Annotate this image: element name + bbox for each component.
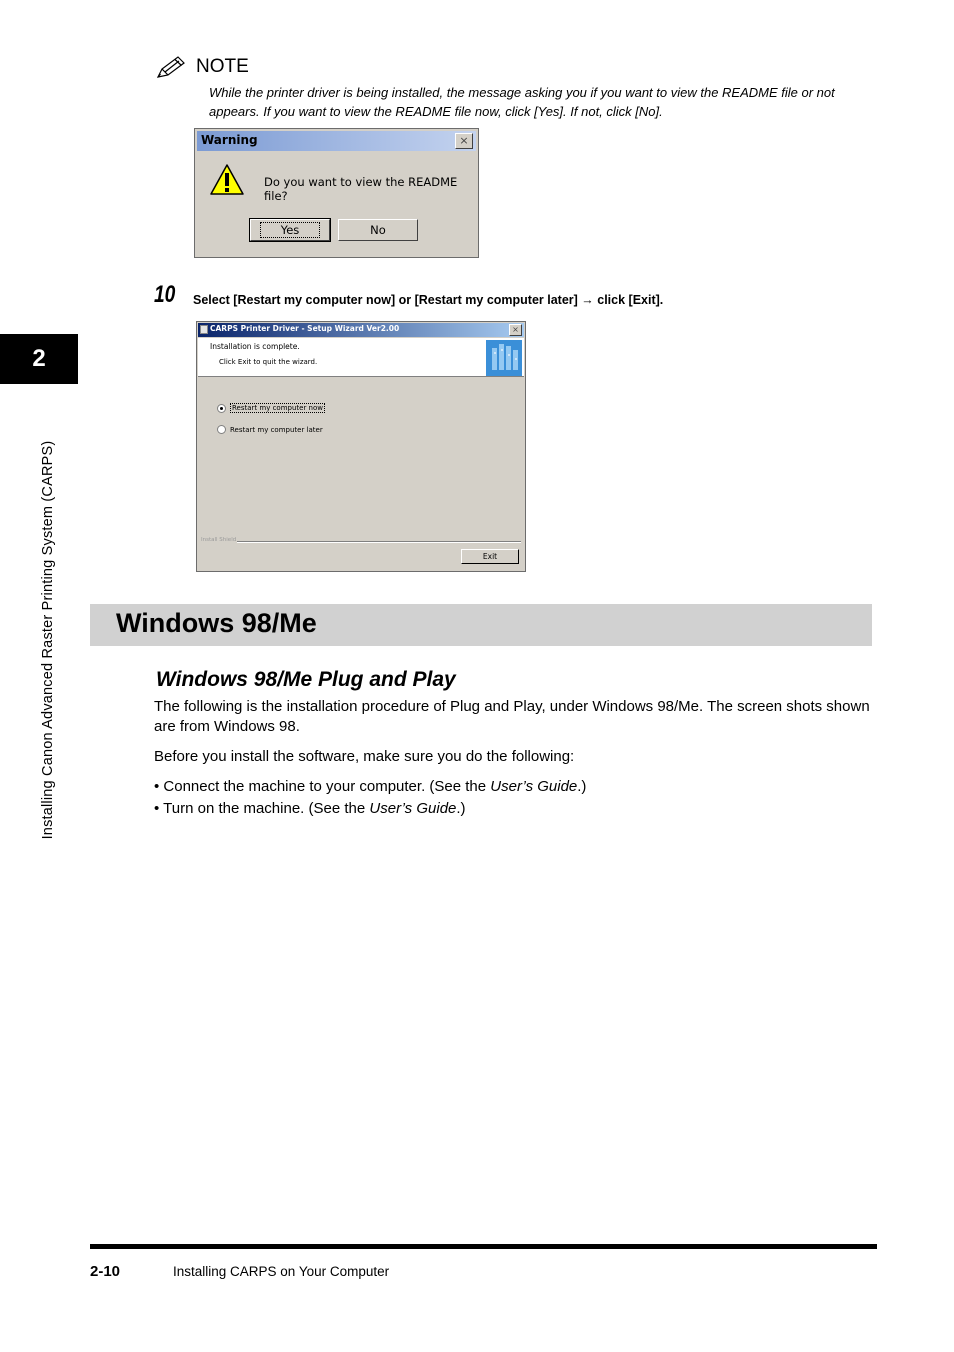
footer-rule <box>90 1244 877 1249</box>
app-icon <box>200 325 208 334</box>
pencil-icon <box>154 55 188 81</box>
section-title: Windows 98/Me <box>116 608 317 638</box>
list-item <box>154 799 874 819</box>
chapter-tab: 2 <box>0 334 78 384</box>
warning-dialog <box>194 128 479 258</box>
warning-title: Warning <box>201 133 258 147</box>
body-paragraph-2: Before you install the software, make sure you do the following: <box>154 748 575 765</box>
restart-now-label: Restart my computer now <box>232 404 323 412</box>
step-instruction: Select [Restart my computer now] or [Restart my computer later] → click [Exit]. <box>193 293 664 307</box>
note-text: While the printer driver is being installed, the message asking you if you want to view the README file or not appears. If you want to view the README file now, click [Yes]. If not, click [No]. <box>209 85 835 119</box>
setup-wizard-dialog <box>196 321 526 572</box>
exit-button[interactable]: Exit <box>461 549 519 564</box>
list-item-suffix: .) <box>456 800 466 817</box>
step-number: 10 <box>154 281 176 308</box>
wizard-subheading: Click Exit to quit the wizard. <box>219 358 318 366</box>
sub-heading: Windows 98/Me Plug and Play <box>156 668 456 691</box>
list-item-suffix: .) <box>577 778 587 795</box>
installer-graphic-icon <box>486 340 522 376</box>
radio-button-now[interactable] <box>217 404 226 413</box>
footer-divider <box>237 541 521 543</box>
guide-reference: User’s Guide <box>369 800 457 817</box>
installshield-label: Install Shield <box>201 537 237 543</box>
body-paragraph-1: The following is the installation procedure of Plug and Play, under Windows 98/Me. The screen shots shown are from Windows 98. <box>154 698 870 735</box>
side-chapter-title <box>28 395 68 885</box>
restart-now-option[interactable] <box>217 403 325 413</box>
no-button[interactable]: No <box>338 219 418 241</box>
list-item-text: • Turn on the machine. (See the <box>154 800 370 817</box>
yes-button-label: Yes <box>260 222 321 238</box>
close-icon[interactable]: × <box>509 324 522 336</box>
restart-later-option[interactable] <box>217 425 323 434</box>
close-icon[interactable]: × <box>455 133 473 149</box>
page-number: 2-10 <box>90 1263 121 1280</box>
radio-button-later[interactable] <box>217 425 226 434</box>
yes-button[interactable] <box>250 219 330 241</box>
list-item <box>154 777 874 797</box>
guide-reference: User’s Guide <box>490 778 578 795</box>
wizard-titlebar <box>198 323 524 337</box>
wizard-header <box>198 338 524 377</box>
warning-titlebar <box>197 131 476 151</box>
warning-icon <box>209 163 245 197</box>
footer-title: Installing CARPS on Your Computer <box>173 1264 390 1279</box>
wizard-heading: Installation is complete. <box>210 342 300 351</box>
warning-message: Do you want to view the README file? <box>264 175 458 203</box>
side-chapter-title-text: Installing Canon Advanced Raster Printing System (CARPS) <box>40 440 56 840</box>
list-item-text: • Connect the machine to your computer. (See the <box>154 778 491 795</box>
section-bar <box>90 604 872 646</box>
restart-later-label: Restart my computer later <box>230 425 323 434</box>
note-label: NOTE <box>196 56 249 77</box>
wizard-title: CARPS Printer Driver - Setup Wizard Ver2.00 <box>210 324 400 333</box>
